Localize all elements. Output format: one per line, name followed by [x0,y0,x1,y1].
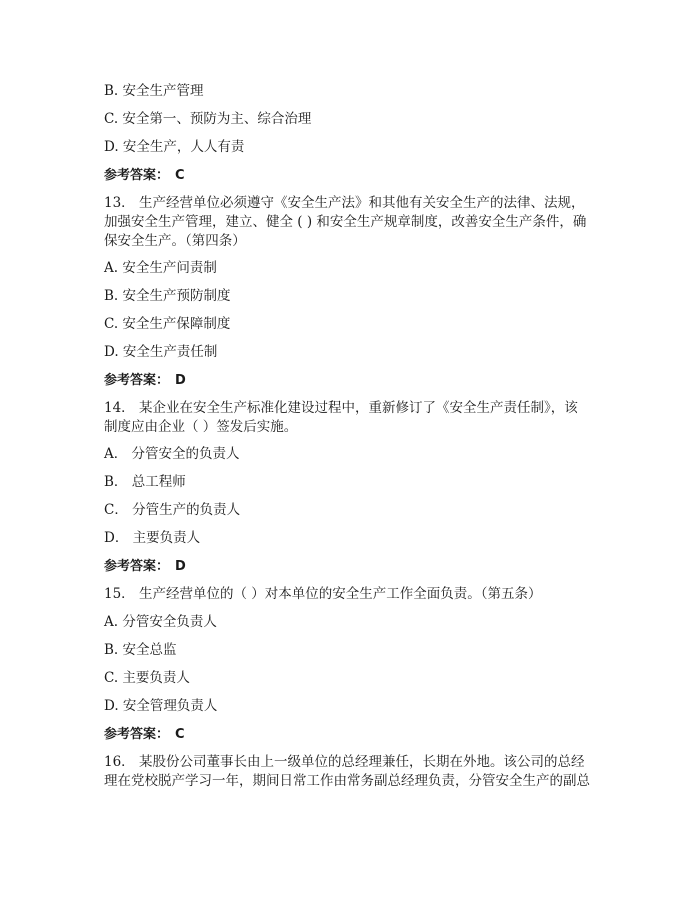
q14-stem-line-1: 14． 某企业在安全生产标准化建设过程中，重新修订了《安全生产责任制》，该 [104,400,578,416]
q15-option-b: B. 安全总监 [104,642,177,658]
q15-option-c: C. 主要负责人 [104,670,190,686]
q13-stem-line-3: 保安全生产。（第四条） [104,233,246,249]
q12-option-c: C. 安全第一、预防为主、综合治理 [104,111,312,127]
q13-option-d: D. 安全生产责任制 [104,344,218,360]
q14-stem-line-2: 制度应由企业（ ）签发后实施。 [104,419,298,435]
q13-option-c: C. 安全生产保障制度 [104,316,231,332]
answer-label: 参考答案： [104,168,170,183]
q14-answer [104,557,604,576]
q12-answer [104,166,604,185]
q13-stem-line-1: 13． 生产经营单位必须遵守《安全生产法》和其他有关安全生产的法律、法规， [104,195,585,211]
answer-value: C [175,727,185,742]
q14-option-b: B． 总工程师 [104,474,186,490]
q12-option-b: B. 安全生产管理 [104,83,204,99]
q15-option-a: A. 分管安全负责人 [104,614,217,630]
q13-stem-line-2: 加强安全生产管理，建立、健全 ( ) 和安全生产规章制度，改善安全生产条件，确 [104,214,587,230]
q16-stem-line-1: 16． 某股份公司董事长由上一级单位的总经理兼任，长期在外地。该公司的总经 [104,754,585,770]
q13-option-a: A. 安全生产问责制 [104,260,217,276]
q12-option-d: D. 安全生产，人人有责 [104,139,245,155]
q15-option-d: D. 安全管理负责人 [104,698,218,714]
answer-value: C [175,168,185,183]
q13-option-b: B. 安全生产预防制度 [104,288,231,304]
q14-option-c: C． 分管生产的负责人 [104,502,241,518]
answer-value: D [175,559,186,574]
q14-option-d: D． 主要负责人 [104,530,201,546]
q16-stem-line-2: 理在党校脱产学习一年，期间日常工作由常务副总经理负责，分管安全生产的副总 [104,773,590,789]
q14-option-a: A． 分管安全的负责人 [104,446,240,462]
answer-label: 参考答案： [104,373,170,388]
q15-answer [104,725,604,744]
answer-label: 参考答案： [104,727,170,742]
q15-stem-line-1: 15． 生产经营单位的（ ）对本单位的安全生产工作全面负责。（第五条） [104,586,542,602]
answer-value: D [175,373,186,388]
q13-answer [104,371,604,390]
answer-label: 参考答案： [104,559,170,574]
